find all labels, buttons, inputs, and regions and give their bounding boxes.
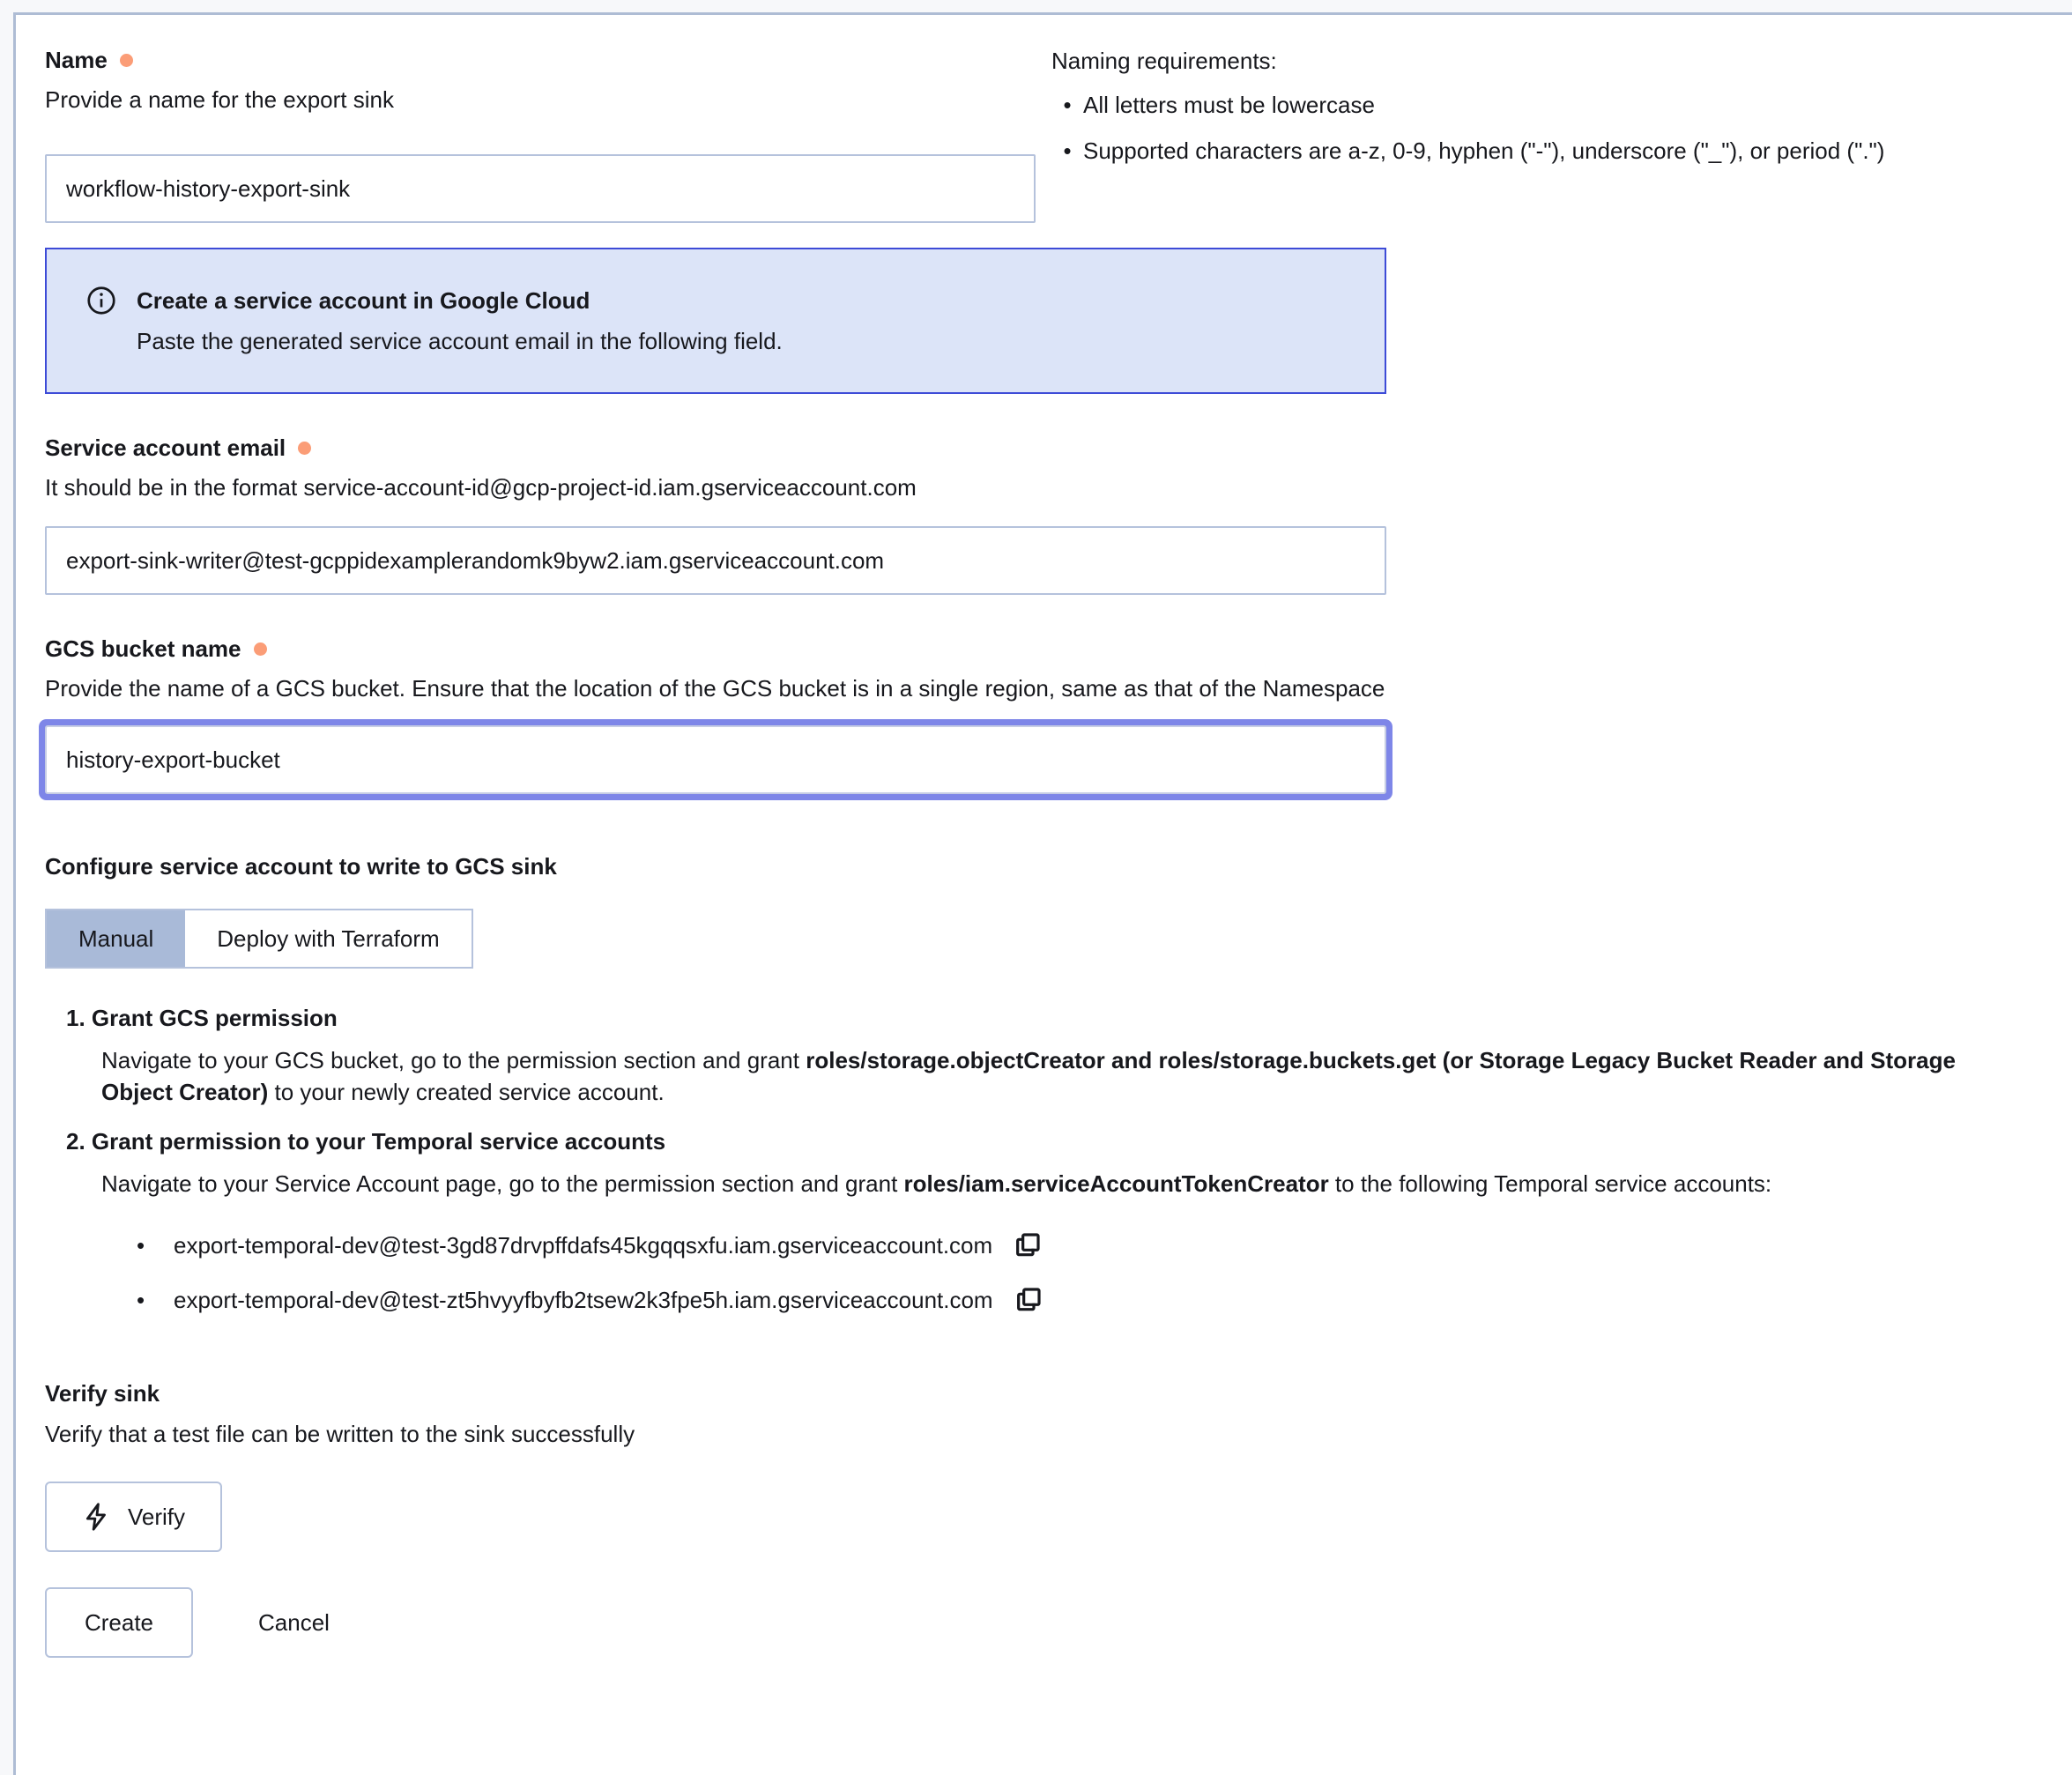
step-title: 1. Grant GCS permission: [66, 1005, 338, 1031]
bucket-label: GCS bucket name: [45, 635, 241, 662]
naming-requirements: [1051, 45, 2054, 181]
export-sink-form-panel: [13, 12, 2072, 1775]
verify-sink-description: Verify that a test file can be written to the sink successfully: [45, 1421, 635, 1447]
bullet-icon: •: [1063, 137, 1072, 164]
tab-manual[interactable]: Manual: [47, 910, 185, 967]
manual-steps: [66, 1002, 2054, 1316]
required-indicator: [120, 54, 133, 67]
info-icon: [85, 285, 117, 316]
service-account-description: It should be in the format service-account-id@gcp-project-id.iam.gserviceaccount.com: [45, 474, 917, 501]
step-grant-gcs-permission: [66, 1002, 2054, 1108]
naming-requirement-item: [1051, 89, 2046, 121]
verify-sink-title: Verify sink: [45, 1380, 160, 1407]
service-account-email: export-temporal-dev@test-zt5hvyyfbyfb2tsew2k3fpe5h.iam.gserviceaccount.com: [174, 1287, 993, 1313]
naming-requirements-list: [1051, 89, 2046, 167]
name-and-requirements-row: [45, 45, 2054, 223]
form-actions: [45, 1587, 2054, 1658]
required-indicator: [298, 442, 311, 455]
configure-section-title: Configure service account to write to GCS sink: [45, 853, 557, 880]
bucket-name-input[interactable]: [45, 725, 1386, 794]
step-grant-temporal-permission: [66, 1125, 2054, 1199]
service-account-email-input[interactable]: [45, 526, 1386, 595]
bucket-field-group: [45, 634, 2054, 794]
cancel-button-label: Cancel: [258, 1608, 330, 1636]
step-body: Navigate to your Service Account page, go to the permission section and grant roles/iam.serviceAccountTokenCreator to the following Temporal service accounts:: [101, 1170, 1772, 1197]
naming-requirement-text: Supported characters are a-z, 0-9, hyphen ("-"), underscore ("_"), or period ("."): [1083, 137, 1885, 164]
verify-button-label: Verify: [128, 1503, 186, 1530]
verify-button[interactable]: [45, 1482, 222, 1552]
service-account-email: export-temporal-dev@test-3gd87drvpffdafs45kgqqsxfu.iam.gserviceaccount.com: [174, 1232, 993, 1259]
naming-requirement-item: [1051, 135, 2046, 167]
step-title: 2. Grant permission to your Temporal service accounts: [66, 1128, 666, 1155]
create-button[interactable]: [45, 1587, 193, 1658]
bullet-icon: •: [137, 1232, 145, 1259]
bullet-icon: •: [137, 1287, 145, 1313]
copy-icon[interactable]: [1014, 1230, 1043, 1260]
sink-name-input[interactable]: [45, 154, 1036, 223]
service-account-label: Service account email: [45, 434, 286, 461]
service-account-item: [137, 1284, 2054, 1316]
info-banner-title: Create a service account in Google Cloud: [137, 287, 590, 314]
name-field-group: [45, 45, 1036, 223]
bucket-description: Provide the name of a GCS bucket. Ensure that the location of the GCS bucket is in a single region, same as that of the Namespace: [45, 675, 1385, 702]
configure-method-tabs: [45, 909, 473, 969]
create-button-label: Create: [84, 1608, 154, 1636]
name-description: Provide a name for the export sink: [45, 86, 394, 113]
copy-icon[interactable]: [1014, 1285, 1044, 1315]
temporal-service-account-list: [137, 1229, 2054, 1316]
service-account-info-banner: [45, 248, 1386, 394]
name-label: Name: [45, 47, 108, 73]
step-body: Navigate to your GCS bucket, go to the permission section and grant roles/storage.objectCreator and roles/storage.buckets.get (or Storage Legacy Bucket Reader and Storage Object Creator) to your newly created service account.: [101, 1047, 1956, 1105]
service-account-field-group: [45, 433, 2054, 595]
service-account-item: [137, 1229, 2054, 1261]
info-banner-body: Paste the generated service account email in the following field.: [137, 328, 783, 354]
naming-requirements-title: Naming requirements:: [1051, 48, 1277, 74]
lightning-icon: [82, 1502, 112, 1532]
required-indicator: [254, 642, 267, 656]
verify-sink-section: [45, 1378, 2054, 1552]
tab-deploy-terraform[interactable]: Deploy with Terraform: [185, 910, 471, 967]
bullet-icon: •: [1063, 92, 1072, 118]
naming-requirement-text: All letters must be lowercase: [1083, 92, 1375, 118]
